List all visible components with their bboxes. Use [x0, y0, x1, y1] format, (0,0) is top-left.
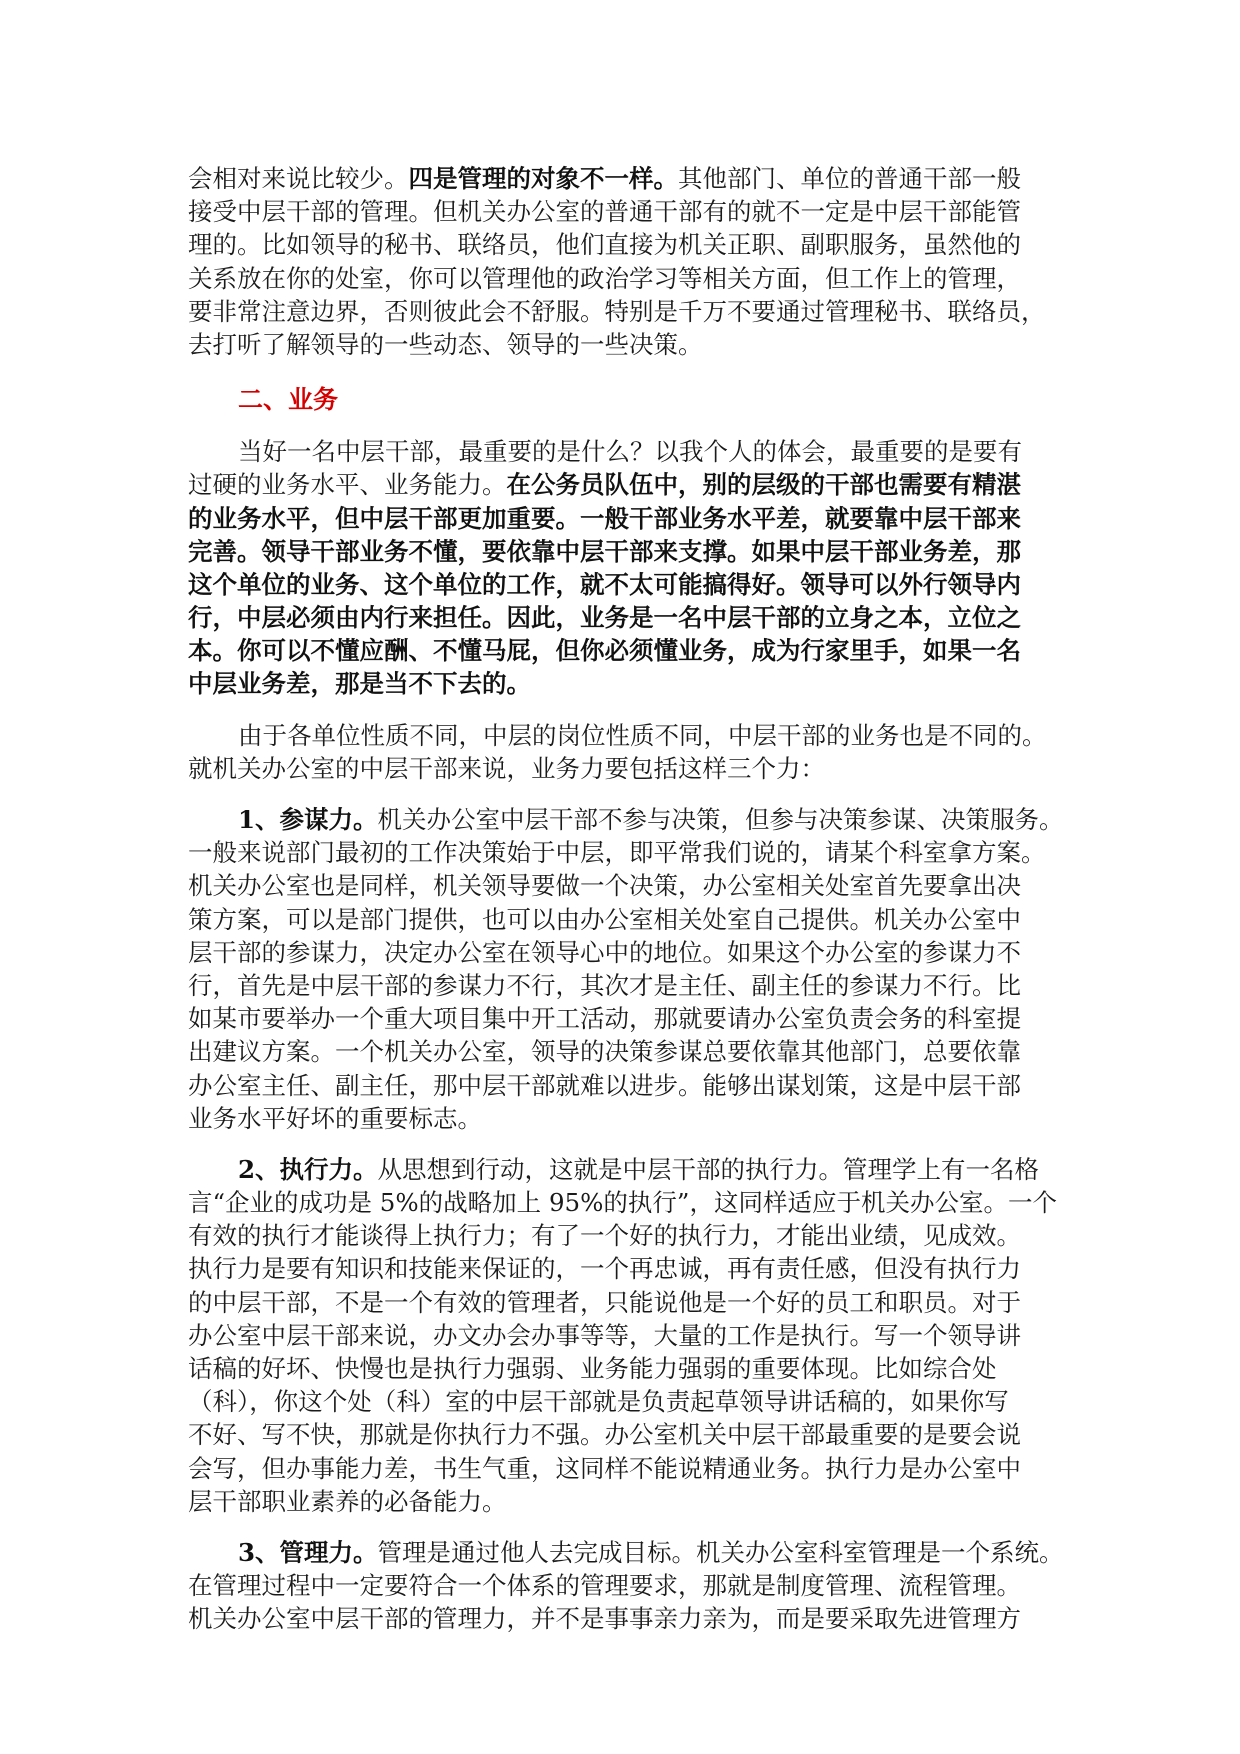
text-line: 办公室主任、副主任，那中层干部就难以进步。能够出谋划策，这是中层干部	[188, 1070, 1021, 1100]
text-line: 一般来说部门最初的工作决策始于中层，即平常我们说的，请某个科室拿方案。	[188, 838, 1046, 868]
paragraph-business-importance	[188, 435, 1060, 701]
bold-text: 行，中层必须由内行来担任。因此，业务是一名中层干部的立身之本，立位之	[188, 603, 1021, 633]
text: 机关办公室中层干部不参与决策，但参与决策参谋、决策服务。	[377, 805, 1064, 834]
paragraph-three-abilities-intro	[188, 719, 1060, 785]
text-line: 机关办公室中层干部的管理力，并不是事事亲力亲为，而是要采取先进管理方	[188, 1604, 1021, 1634]
text-line: 关系放在你的处室，你可以管理他的政治学习等相关方面，但工作上的管理，	[188, 263, 1021, 293]
text-line: 如某市要举办一个重大项目集中开工活动，那就要请办公室负责会务的科室提	[188, 1004, 1021, 1034]
text-line: 理的。比如领导的秘书、联络员，他们直接为机关正职、副职服务，虽然他的	[188, 230, 1021, 260]
bold-text: 这个单位的业务、这个单位的工作，就不太可能搞得好。领导可以外行领导内	[188, 569, 1021, 599]
document-page	[188, 162, 1064, 1636]
text-line: 不好、写不快，那就是你执行力不强。办公室机关中层干部最重要的是要会说	[188, 1420, 1021, 1450]
text-line: 接受中层干部的管理。但机关办公室的普通干部有的就不一定是中层干部能管	[188, 197, 1021, 227]
text-line: 层干部职业素养的必备能力。	[188, 1486, 507, 1516]
bold-subheading: 3、管理力。	[238, 1537, 378, 1567]
text-line: 办公室中层干部来说，办文办会办事等等，大量的工作是执行。写一个领导讲	[188, 1320, 1021, 1350]
paragraph-management-ability	[188, 1536, 1064, 1636]
bold-point-four: 四是管理的对象不一样。	[408, 164, 678, 193]
text-line: 机关办公室也是同样，机关领导要做一个决策，办公室相关处室首先要拿出决	[188, 871, 1021, 901]
text-line: 的中层干部，不是一个有效的管理者，只能说他是一个好的员工和职员。对于	[188, 1287, 1021, 1317]
text-line: 要非常注意边界，否则彼此会不舒服。特别是千万不要通过管理秘书、联络员，	[188, 296, 1046, 326]
paragraph-execution-ability	[188, 1153, 1060, 1518]
paragraph-advisory-ability	[188, 803, 1064, 1135]
text: 过硬的业务水平、业务能力。	[188, 470, 507, 500]
text-line: 策方案，可以是部门提供，也可以由办公室相关处室自己提供。机关办公室中	[188, 904, 1021, 934]
bold-text: 在公务员队伍中，别的层级的干部也需要有精湛	[506, 470, 1021, 500]
paragraph-management-objects	[188, 162, 1060, 361]
text-line: 有效的执行才能谈得上执行力；有了一个好的执行力，才能出业绩，见成效。	[188, 1221, 1021, 1251]
text-line: 去打听了解领导的一些动态、领导的一些决策。	[188, 329, 703, 359]
text-line: 就机关办公室的中层干部来说，业务力要包括这样三个力：	[188, 753, 825, 783]
text-line: 当好一名中层干部，最重要的是什么？以我个人的体会，最重要的是要有	[238, 437, 1022, 467]
text: 其他部门、单位的普通干部一般	[678, 164, 1021, 193]
bold-text: 中层业务差，那是当不下去的。	[188, 669, 531, 699]
text-line: 业务水平好坏的重要标志。	[188, 1103, 482, 1133]
text-line: （科），你这个处（科）室的中层干部就是负责起草领导讲话稿的，如果你写	[188, 1387, 1009, 1417]
text-line: 出建议方案。一个机关办公室，领导的决策参谋总要依靠其他部门，总要依靠	[188, 1037, 1021, 1067]
text-line: 言“企业的成功是 5%的战略加上 95%的执行”，这同样适应于机关办公室。一个	[188, 1188, 1057, 1218]
bold-text: 本。你可以不懂应酬、不懂马屁，但你必须懂业务，成为行家里手，如果一名	[188, 636, 1021, 666]
section-heading-business: 二、业务	[238, 385, 339, 415]
text-line: 会写，但办事能力差，书生气重，这同样不能说精通业务。执行力是办公室中	[188, 1453, 1021, 1483]
text-line: 在管理过程中一定要符合一个体系的管理要求，那就是制度管理、流程管理。	[188, 1571, 1021, 1601]
bold-subheading: 1、参谋力。	[238, 805, 378, 834]
text-line: 行，首先是中层干部的参谋力不行，其次才是主任、副主任的参谋力不行。比	[188, 970, 1021, 1000]
text-line: 层干部的参谋力，决定办公室在领导心中的地位。如果这个办公室的参谋力不	[188, 937, 1021, 967]
text-line: 由于各单位性质不同，中层的岗位性质不同，中层干部的业务也是不同的。	[238, 720, 1047, 750]
text: 会相对来说比较少。	[188, 164, 409, 193]
text: 从思想到行动，这就是中层干部的执行力。管理学上有一名格	[377, 1154, 1040, 1184]
text-line: 话稿的好坏、快慢也是执行力强弱、业务能力强弱的重要体现。比如综合处	[188, 1354, 997, 1383]
text-line: 执行力是要有知识和技能来保证的，一个再忠诚，再有责任感，但没有执行力	[188, 1254, 1021, 1284]
text: 管理是通过他人去完成目标。机关办公室科室管理是一个系统。	[377, 1537, 1064, 1567]
bold-text: 完善。领导干部业务不懂，要依靠中层干部来支撑。如果中层干部业务差，那	[188, 536, 1021, 566]
bold-subheading: 2、执行力。	[238, 1154, 378, 1184]
bold-text: 的业务水平，但中层干部更加重要。一般干部业务水平差，就要靠中层干部来	[188, 503, 1021, 533]
